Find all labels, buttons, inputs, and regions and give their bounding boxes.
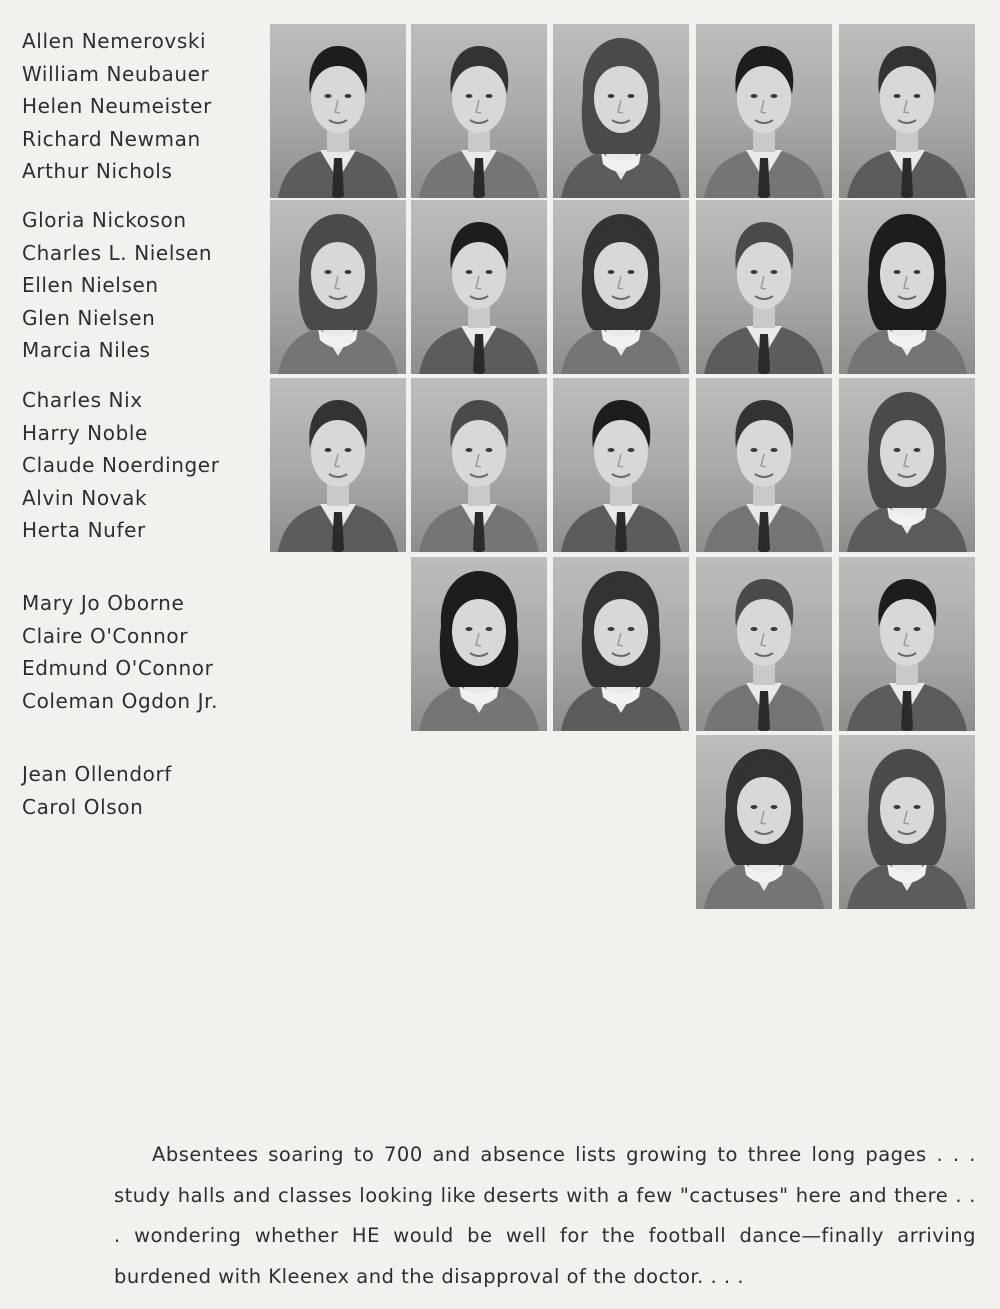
student-portrait <box>270 378 406 552</box>
name-list-group-5 <box>22 758 172 823</box>
student-name: Harry Noble <box>22 420 148 445</box>
student-name: Arthur Nichols <box>22 159 173 184</box>
student-portrait <box>553 557 689 731</box>
student-portrait <box>839 24 975 198</box>
student-portrait <box>553 378 689 552</box>
name-list-group-2 <box>22 204 212 367</box>
student-name: Glen Nielsen <box>22 305 156 330</box>
student-name: Marcia Niles <box>22 338 151 363</box>
student-name: Charles L. Nielsen <box>22 240 213 265</box>
student-name: Helen Neumeister <box>22 94 212 119</box>
student-portrait <box>411 200 547 374</box>
student-portrait <box>553 24 689 198</box>
student-portrait <box>270 24 406 198</box>
student-portrait <box>411 24 547 198</box>
student-name: Alvin Novak <box>22 485 148 510</box>
name-list-group-3 <box>22 384 220 547</box>
student-name: William Neubauer <box>22 61 210 86</box>
student-name: Richard Newman <box>22 126 201 151</box>
student-name: Edmund O'Connor <box>22 656 214 681</box>
student-name: Gloria Nickoson <box>22 208 187 232</box>
student-portrait <box>696 735 832 909</box>
student-portrait <box>696 378 832 552</box>
student-portrait <box>696 200 832 374</box>
student-name: Claire O'Connor <box>22 623 189 648</box>
student-name: Jean Ollendorf <box>22 762 172 786</box>
student-portrait <box>839 557 975 731</box>
student-portrait <box>696 24 832 198</box>
student-portrait <box>696 557 832 731</box>
student-name: Claude Noerdinger <box>22 453 220 478</box>
name-list-group-1 <box>22 25 212 188</box>
student-portrait <box>839 735 975 909</box>
student-portrait <box>411 378 547 552</box>
student-name: Allen Nemerovski <box>22 29 207 53</box>
name-list-group-4 <box>22 587 218 717</box>
student-portrait <box>270 200 406 374</box>
student-portrait <box>411 557 547 731</box>
student-name: Charles Nix <box>22 388 143 412</box>
student-name: Herta Nufer <box>22 518 146 543</box>
student-portrait <box>553 200 689 374</box>
student-portrait <box>839 200 975 374</box>
student-name: Mary Jo Oborne <box>22 591 185 615</box>
page-caption: Absentees soaring to 700 and absence lists growing to three long pages . . . study halls and classes looking like deserts with a few "cactuses" here and there . . . wondering whether HE would be well for the football dance—finally arriving burdened with Kleenex and the disapproval of the doctor. . . . <box>114 1143 976 1288</box>
student-portrait <box>839 378 975 552</box>
student-name: Carol Olson <box>22 794 144 819</box>
student-name: Coleman Ogdon Jr. <box>22 688 219 713</box>
student-name: Ellen Nielsen <box>22 273 159 298</box>
